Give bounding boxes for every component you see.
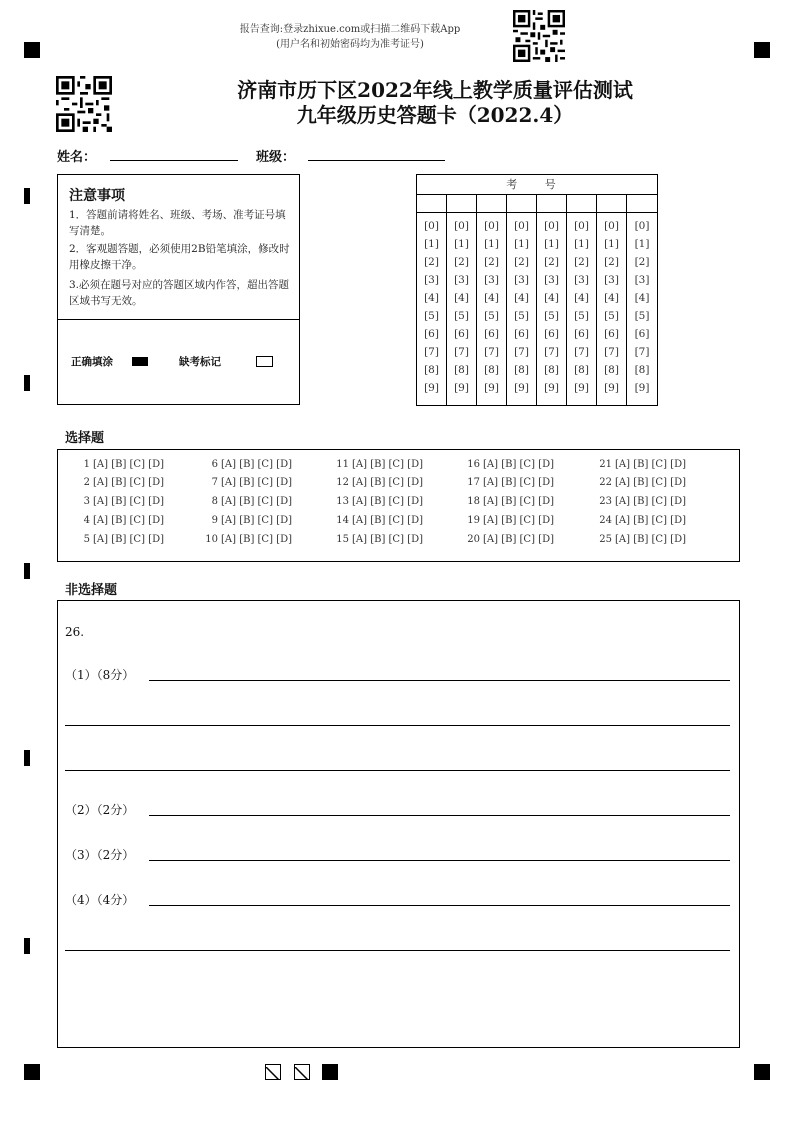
app-qr-code[interactable]: [513, 10, 565, 62]
choice-question-row: [335, 496, 423, 507]
choice-option-bubbles[interactable]: [A] [B] [C] [D]: [352, 477, 423, 488]
choice-question-row: [204, 477, 292, 488]
choice-question-row: [466, 477, 554, 488]
corner-mark-bottom-right: [754, 1064, 770, 1080]
exam-digit-bubble[interactable]: [1]: [604, 238, 619, 250]
choice-question-number: 22: [599, 477, 612, 488]
exam-digit-bubble[interactable]: [0]: [484, 220, 499, 232]
choice-option-bubbles[interactable]: [A] [B] [C] [D]: [93, 496, 164, 507]
exam-digit-bubble[interactable]: [8]: [514, 364, 529, 376]
exam-digit-bubble[interactable]: [5]: [454, 310, 469, 322]
timing-mark: [24, 563, 30, 579]
exam-digit-bubble[interactable]: [4]: [604, 292, 619, 304]
exam-digit-bubble[interactable]: [9]: [604, 382, 619, 394]
exam-number-column: [477, 194, 507, 405]
choice-question-number: 25: [599, 534, 612, 545]
choice-question-number: 11: [336, 459, 349, 470]
exam-digit-bubble[interactable]: [2]: [514, 256, 529, 268]
exam-number-column: [627, 194, 657, 405]
notice-item: 3.必须在题号对应的答题区域内作答，超出答题区域书写无效。: [69, 279, 290, 307]
exam-number-write-box[interactable]: [447, 194, 476, 213]
answer-line[interactable]: [149, 680, 730, 681]
exam-digit-bubble[interactable]: [9]: [484, 382, 499, 394]
exam-digit-bubble[interactable]: [8]: [634, 364, 650, 376]
choice-option-bubbles[interactable]: [A] [B] [C] [D]: [615, 477, 686, 488]
exam-digit-bubble[interactable]: [2]: [484, 256, 499, 268]
choice-question-number: 8: [211, 496, 218, 507]
exam-digit-bubble[interactable]: [5]: [574, 310, 589, 322]
choice-option-bubbles[interactable]: [A] [B] [C] [D]: [615, 515, 686, 526]
exam-digit-bubble[interactable]: [0]: [574, 220, 589, 232]
exam-digit-bubble[interactable]: [5]: [544, 310, 559, 322]
choice-option-bubbles[interactable]: [A] [B] [C] [D]: [221, 496, 292, 507]
answer-line[interactable]: [65, 770, 730, 771]
choice-question-number: 17: [467, 477, 480, 488]
exam-digit-bubble[interactable]: [4]: [424, 292, 439, 304]
exam-digit-bubble[interactable]: [5]: [484, 310, 499, 322]
non-choice-answer-box: [57, 600, 740, 1048]
exam-digit-bubble[interactable]: [4]: [484, 292, 499, 304]
exam-number-column: [567, 194, 597, 405]
choice-question-row: [466, 496, 554, 507]
exam-number-write-box[interactable]: [507, 194, 536, 213]
choice-option-bubbles[interactable]: [A] [B] [C] [D]: [93, 515, 164, 526]
choice-question-row: [466, 515, 554, 526]
exam-digit-bubble[interactable]: [5]: [514, 310, 529, 322]
exam-digit-bubble[interactable]: [1]: [424, 238, 439, 250]
choice-option-bubbles[interactable]: [A] [B] [C] [D]: [483, 496, 554, 507]
choice-option-bubbles[interactable]: [A] [B] [C] [D]: [352, 459, 423, 470]
exam-digit-bubble[interactable]: [2]: [604, 256, 619, 268]
part-label: （4）（4分）: [65, 893, 135, 907]
exam-digit-bubble[interactable]: [9]: [544, 382, 559, 394]
exam-digit-bubble[interactable]: [7]: [544, 346, 559, 358]
correct-fill-sample: [132, 357, 148, 366]
choice-option-bubbles[interactable]: [A] [B] [C] [D]: [221, 459, 292, 470]
exam-digit-bubble[interactable]: [8]: [424, 364, 439, 376]
choice-question-number: 18: [467, 496, 480, 507]
choice-option-bubbles[interactable]: [A] [B] [C] [D]: [483, 477, 554, 488]
choice-question-number: 23: [599, 496, 612, 507]
choice-question-row: [76, 496, 164, 507]
choice-question-number: 13: [336, 496, 349, 507]
exam-digit-bubble[interactable]: [9]: [574, 382, 589, 394]
exam-digit-bubble[interactable]: [3]: [484, 274, 499, 286]
answer-line[interactable]: [149, 905, 730, 906]
choice-option-bubbles[interactable]: [A] [B] [C] [D]: [352, 496, 423, 507]
choice-question-row: [76, 534, 164, 545]
notice-item: 2．客观题答题，必须使用2B铅笔填涂，修改时用橡皮擦干净。: [69, 243, 290, 271]
exam-digit-bubble[interactable]: [0]: [604, 220, 619, 232]
exam-digit-bubble[interactable]: [1]: [454, 238, 469, 250]
exam-number-write-box[interactable]: [537, 194, 566, 213]
exam-digit-bubble[interactable]: [6]: [634, 328, 650, 340]
choice-question-row: [598, 496, 686, 507]
choice-question-row: [76, 515, 164, 526]
exam-digit-bubble[interactable]: [3]: [574, 274, 589, 286]
exam-digit-bubble[interactable]: [7]: [634, 346, 650, 358]
choice-question-row: [335, 459, 423, 470]
exam-digit-bubble[interactable]: [9]: [634, 382, 650, 394]
exam-number-column: [447, 194, 477, 405]
exam-digit-bubble[interactable]: [6]: [574, 328, 589, 340]
choice-question-number: 2: [83, 477, 90, 488]
qr-code-icon: [56, 76, 112, 132]
choice-question-number: 12: [336, 477, 349, 488]
choice-question-number: 21: [599, 459, 612, 470]
exam-digit-bubble[interactable]: [1]: [484, 238, 499, 250]
part-label: （3）（2分）: [65, 848, 135, 862]
report-query-note: [205, 22, 495, 52]
non-choice-section-label: 非选择题: [65, 583, 118, 598]
choice-question-row: [76, 459, 164, 470]
exam-digit-bubble[interactable]: [8]: [484, 364, 499, 376]
exam-digit-bubble[interactable]: [1]: [544, 238, 559, 250]
exam-digit-bubble[interactable]: [1]: [634, 238, 650, 250]
exam-digit-bubble[interactable]: [3]: [454, 274, 469, 286]
exam-digit-bubble[interactable]: [4]: [634, 292, 650, 304]
exam-number-write-box[interactable]: [477, 194, 506, 213]
exam-digit-bubble[interactable]: [0]: [514, 220, 529, 232]
exam-number-grid: [416, 174, 658, 406]
exam-digit-bubble[interactable]: [0]: [544, 220, 559, 232]
choice-option-bubbles[interactable]: [A] [B] [C] [D]: [221, 515, 292, 526]
exam-digit-bubble[interactable]: [2]: [574, 256, 589, 268]
exam-digit-bubble[interactable]: [2]: [424, 256, 439, 268]
timing-mark: [24, 188, 30, 204]
exam-number-column: [417, 194, 447, 405]
choice-option-bubbles[interactable]: [A] [B] [C] [D]: [93, 459, 164, 470]
choice-question-number: 9: [211, 515, 218, 526]
name-label: 姓名：: [57, 150, 97, 165]
exam-digit-bubble[interactable]: [7]: [424, 346, 439, 358]
exam-digit-bubble[interactable]: [7]: [514, 346, 529, 358]
page-code-square-slashed: [265, 1064, 281, 1080]
title-line-2: 九年级历史答题卡（2022.4）: [296, 103, 574, 127]
student-qr-code: [56, 76, 112, 132]
choice-option-bubbles[interactable]: [A] [B] [C] [D]: [93, 534, 164, 545]
notice-item: 1．答题前请将姓名、班级、考场、准考证号填写清楚。: [69, 209, 286, 237]
choice-question-number: 6: [211, 459, 218, 470]
choice-question-number: 14: [336, 515, 349, 526]
name-field[interactable]: [110, 160, 238, 161]
notice-box: [57, 174, 300, 405]
choice-option-bubbles[interactable]: [A] [B] [C] [D]: [221, 534, 292, 545]
divider: [58, 319, 299, 320]
exam-number-write-box[interactable]: [627, 194, 657, 213]
slash-icon: [266, 1067, 279, 1080]
choice-question-number: 4: [83, 515, 90, 526]
exam-digit-bubble[interactable]: [7]: [574, 346, 589, 358]
choice-option-bubbles[interactable]: [A] [B] [C] [D]: [352, 534, 423, 545]
exam-digit-bubble[interactable]: [0]: [454, 220, 469, 232]
exam-digit-bubble[interactable]: [8]: [454, 364, 469, 376]
choice-option-bubbles[interactable]: [A] [B] [C] [D]: [483, 515, 554, 526]
timing-mark: [24, 750, 30, 766]
choice-option-bubbles[interactable]: [A] [B] [C] [D]: [221, 477, 292, 488]
exam-digit-bubble[interactable]: [2]: [634, 256, 650, 268]
choice-question-row: [335, 477, 423, 488]
exam-digit-bubble[interactable]: [3]: [634, 274, 650, 286]
exam-digit-bubble[interactable]: [8]: [604, 364, 619, 376]
choice-question-number: 16: [467, 459, 480, 470]
absent-mark-checkbox[interactable]: [256, 356, 273, 367]
choice-option-bubbles[interactable]: [A] [B] [C] [D]: [352, 515, 423, 526]
exam-digit-bubble[interactable]: [2]: [454, 256, 469, 268]
choice-option-bubbles[interactable]: [A] [B] [C] [D]: [615, 496, 686, 507]
report-query-line1: 报告查询:登录zhixue.com或扫描二维码下载App: [239, 24, 461, 35]
title-line-1: 济南市历下区2022年线上教学质量评估测试: [237, 78, 633, 102]
choice-question-number: 1: [83, 459, 90, 470]
exam-digit-bubble[interactable]: [6]: [424, 328, 439, 340]
exam-digit-bubble[interactable]: [3]: [604, 274, 619, 286]
exam-digit-bubble[interactable]: [9]: [424, 382, 439, 394]
slash-icon: [295, 1067, 308, 1080]
exam-number-column: [507, 194, 537, 405]
choice-question-row: [204, 459, 292, 470]
choice-option-bubbles[interactable]: [A] [B] [C] [D]: [483, 459, 554, 470]
choice-question-row: [598, 515, 686, 526]
choice-question-number: 3: [83, 496, 90, 507]
timing-mark: [24, 938, 30, 954]
choice-question-row: [204, 534, 292, 545]
exam-number-write-box[interactable]: [597, 194, 626, 213]
exam-digit-bubble[interactable]: [1]: [574, 238, 589, 250]
report-query-line2: (用户名和初始密码均为准考证号): [276, 39, 424, 50]
qr-code-icon: [513, 10, 565, 62]
choice-question-number: 7: [211, 477, 218, 488]
choice-question-row: [335, 534, 423, 545]
exam-digit-bubble[interactable]: [2]: [544, 256, 559, 268]
exam-digit-bubble[interactable]: [6]: [454, 328, 469, 340]
choice-option-bubbles[interactable]: [A] [B] [C] [D]: [93, 477, 164, 488]
page-code-square-slashed: [294, 1064, 310, 1080]
exam-digit-bubble[interactable]: [7]: [484, 346, 499, 358]
answer-line[interactable]: [65, 950, 730, 951]
answer-line[interactable]: [65, 725, 730, 726]
exam-digit-bubble[interactable]: [4]: [544, 292, 559, 304]
exam-digit-bubble[interactable]: [4]: [514, 292, 529, 304]
exam-digit-bubble[interactable]: [7]: [604, 346, 619, 358]
choice-option-bubbles[interactable]: [A] [B] [C] [D]: [615, 534, 686, 545]
choice-question-row: [76, 477, 164, 488]
exam-digit-bubble[interactable]: [6]: [484, 328, 499, 340]
answer-line[interactable]: [149, 815, 730, 816]
exam-digit-bubble[interactable]: [3]: [514, 274, 529, 286]
exam-number-write-box[interactable]: [417, 194, 446, 213]
exam-digit-bubble[interactable]: [8]: [574, 364, 589, 376]
exam-digit-bubble[interactable]: [0]: [634, 220, 650, 232]
class-label: 班级：: [256, 150, 296, 165]
exam-digit-bubble[interactable]: [5]: [634, 310, 650, 322]
exam-digit-bubble[interactable]: [5]: [604, 310, 619, 322]
part-label: （2）（2分）: [65, 803, 135, 817]
choice-section-label: 选择题: [65, 431, 105, 446]
notice-title: 注意事项: [69, 188, 125, 204]
choice-question-row: [335, 515, 423, 526]
choice-question-number: 19: [467, 515, 480, 526]
choice-question-row: [598, 459, 686, 470]
choice-option-bubbles[interactable]: [A] [B] [C] [D]: [483, 534, 554, 545]
exam-number-column: [597, 194, 627, 405]
class-field[interactable]: [308, 160, 445, 161]
question-number: 26.: [65, 625, 85, 639]
choice-question-row: [598, 477, 686, 488]
timing-mark: [24, 375, 30, 391]
choice-question-row: [598, 534, 686, 545]
corner-mark-top-left: [24, 42, 40, 58]
part-label: （1）（8分）: [65, 668, 135, 682]
choice-question-row: [204, 496, 292, 507]
corner-mark-top-right: [754, 42, 770, 58]
exam-digit-bubble[interactable]: [0]: [424, 220, 439, 232]
exam-digit-bubble[interactable]: [3]: [544, 274, 559, 286]
exam-number-column: [537, 194, 567, 405]
choice-answer-box: [57, 449, 740, 562]
corner-mark-bottom-left: [24, 1064, 40, 1080]
exam-digit-bubble[interactable]: [5]: [424, 310, 439, 322]
exam-digit-bubble[interactable]: [9]: [514, 382, 529, 394]
choice-question-row: [466, 459, 554, 470]
answer-sheet-title: [140, 78, 730, 128]
choice-question-number: 15: [336, 534, 349, 545]
page-code-square-filled: [322, 1064, 338, 1080]
exam-digit-bubble[interactable]: [6]: [544, 328, 559, 340]
choice-question-row: [466, 534, 554, 545]
exam-digit-bubble[interactable]: [4]: [454, 292, 469, 304]
exam-digit-bubble[interactable]: [1]: [514, 238, 529, 250]
absent-mark-label: 缺考标记: [179, 356, 221, 368]
exam-digit-bubble[interactable]: [6]: [604, 328, 619, 340]
exam-digit-bubble[interactable]: [4]: [574, 292, 589, 304]
choice-option-bubbles[interactable]: [A] [B] [C] [D]: [615, 459, 686, 470]
choice-question-number: 20: [467, 534, 480, 545]
exam-number-title: 考 号: [417, 175, 657, 195]
choice-question-row: [204, 515, 292, 526]
choice-question-number: 10: [205, 534, 218, 545]
exam-digit-bubble[interactable]: [3]: [424, 274, 439, 286]
exam-digit-bubble[interactable]: [8]: [544, 364, 559, 376]
exam-digit-bubble[interactable]: [9]: [454, 382, 469, 394]
choice-question-number: 5: [83, 534, 90, 545]
answer-line[interactable]: [149, 860, 730, 861]
exam-digit-bubble[interactable]: [6]: [514, 328, 529, 340]
choice-question-number: 24: [599, 515, 612, 526]
exam-number-write-box[interactable]: [567, 194, 596, 213]
correct-fill-label: 正确填涂: [71, 356, 113, 368]
exam-digit-bubble[interactable]: [7]: [454, 346, 469, 358]
